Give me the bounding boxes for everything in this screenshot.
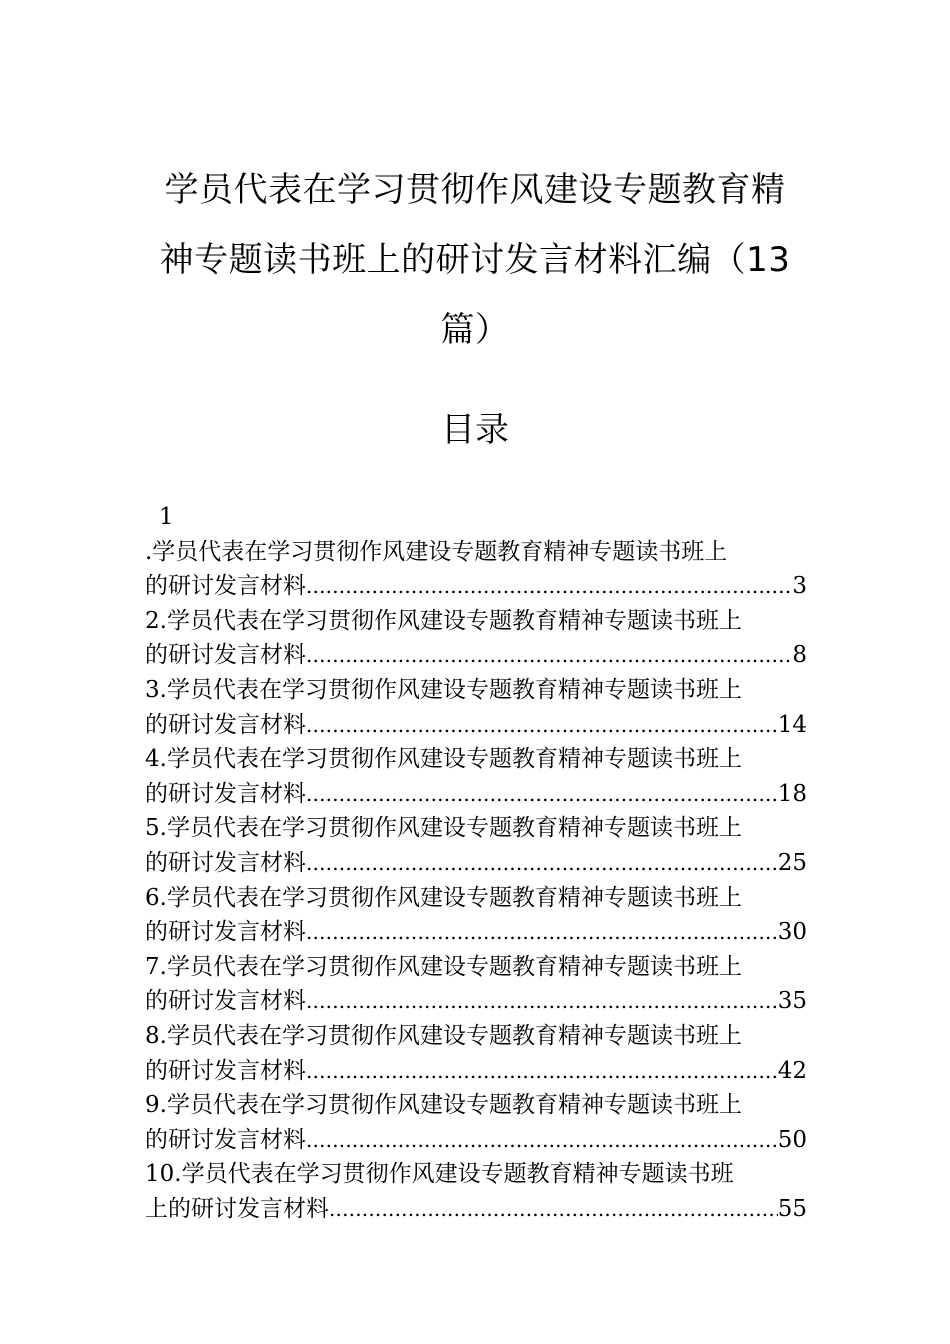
toc-entry-title: 3.学员代表在学习贯彻作风建设专题教育精神专题读书班上: [145, 676, 742, 703]
dot-leader: [306, 1123, 778, 1158]
toc-entry[interactable]: [145, 1157, 807, 1226]
toc-entry-title-end: 的研讨发言材料: [145, 849, 306, 876]
dot-leader: [329, 1192, 778, 1227]
toc-entry-page: 8: [792, 642, 807, 669]
toc-entry-page: 55: [777, 1195, 807, 1222]
toc-entry-title-cont: [145, 1054, 807, 1089]
toc-entry-title: 10.学员代表在学习贯彻作风建设专题教育精神专题读书班: [145, 1161, 734, 1188]
title-line: 学员代表在学习贯彻作风建设专题教育精: [164, 170, 786, 210]
toc-entry[interactable]: [145, 881, 807, 950]
toc-entry-title-end: 的研讨发言材料: [145, 919, 306, 946]
toc-entry-page: 30: [777, 919, 807, 946]
toc-entry-title-cont: [145, 1123, 807, 1158]
toc-entry-page: 14: [777, 711, 807, 738]
toc-entry[interactable]: [145, 1088, 807, 1157]
toc-entry-title-end: 的研讨发言材料: [145, 988, 306, 1015]
dot-leader: [306, 569, 792, 604]
toc-entry[interactable]: [145, 742, 807, 811]
dot-leader: [306, 915, 778, 950]
toc-entry-page: 18: [777, 780, 807, 807]
toc-entry[interactable]: [145, 1019, 807, 1088]
toc-entry-title-end: 的研讨发言材料: [145, 573, 306, 600]
toc-entry-title-cont: [145, 569, 807, 604]
toc-entry-title-cont: [145, 1192, 807, 1227]
toc-entry-title-end: 的研讨发言材料: [145, 711, 306, 738]
toc-entry-title-end: 的研讨发言材料: [145, 1057, 306, 1084]
toc-entry-title-cont: [145, 708, 807, 743]
toc-entry-page: 25: [777, 849, 807, 876]
toc-entry-title-end: 的研讨发言材料: [145, 642, 306, 669]
toc-entry-title: 6.学员代表在学习贯彻作风建设专题教育精神专题读书班上: [145, 884, 742, 911]
document-title: [150, 155, 800, 365]
dot-leader: [306, 1054, 778, 1089]
toc-entry-page: 42: [777, 1057, 807, 1084]
toc-entry-title: .学员代表在学习贯彻作风建设专题教育精神专题读书班上: [145, 538, 728, 565]
toc-entry-page: 3: [792, 573, 807, 600]
toc-entry[interactable]: [145, 673, 807, 742]
toc-entry-title-cont: [145, 638, 807, 673]
toc-entry-title: 9.学员代表在学习贯彻作风建设专题教育精神专题读书班上: [145, 1092, 742, 1119]
dot-leader: [306, 846, 778, 881]
toc-entry-title: 8.学员代表在学习贯彻作风建设专题教育精神专题读书班上: [145, 1022, 742, 1049]
table-of-contents: [145, 500, 807, 1226]
toc-entry-title-cont: [145, 846, 807, 881]
toc-entry-title-cont: [145, 984, 807, 1019]
toc-entry-title: 7.学员代表在学习贯彻作风建设专题教育精神专题读书班上: [145, 953, 742, 980]
dot-leader: [306, 708, 778, 743]
dot-leader: [306, 638, 792, 673]
dot-leader: [306, 984, 778, 1019]
toc-entry-title-end: 的研讨发言材料: [145, 1126, 306, 1153]
toc-entry-number: 1: [159, 504, 174, 530]
toc-entry-title-cont: [145, 777, 807, 812]
toc-entry-page: 35: [777, 988, 807, 1015]
toc-entry[interactable]: [145, 500, 807, 604]
toc-entry-title-end: 的研讨发言材料: [145, 780, 306, 807]
toc-entry[interactable]: [145, 811, 807, 880]
toc-entry-title: 5.学员代表在学习贯彻作风建设专题教育精神专题读书班上: [145, 815, 742, 842]
toc-entry[interactable]: [145, 950, 807, 1019]
toc-entry-page: 50: [777, 1126, 807, 1153]
title-line: 神专题读书班上的研讨发言材料汇编（13: [159, 240, 791, 280]
dot-leader: [306, 777, 778, 812]
toc-entry-title-end: 上的研讨发言材料: [145, 1195, 329, 1222]
toc-entry-title-cont: [145, 915, 807, 950]
toc-entry[interactable]: [145, 604, 807, 673]
toc-entry-title: 2.学员代表在学习贯彻作风建设专题教育精神专题读书班上: [145, 607, 742, 634]
title-line: 篇）: [440, 310, 510, 350]
toc-entry-title: 4.学员代表在学习贯彻作风建设专题教育精神专题读书班上: [145, 746, 742, 773]
toc-heading: 目录: [441, 410, 509, 450]
